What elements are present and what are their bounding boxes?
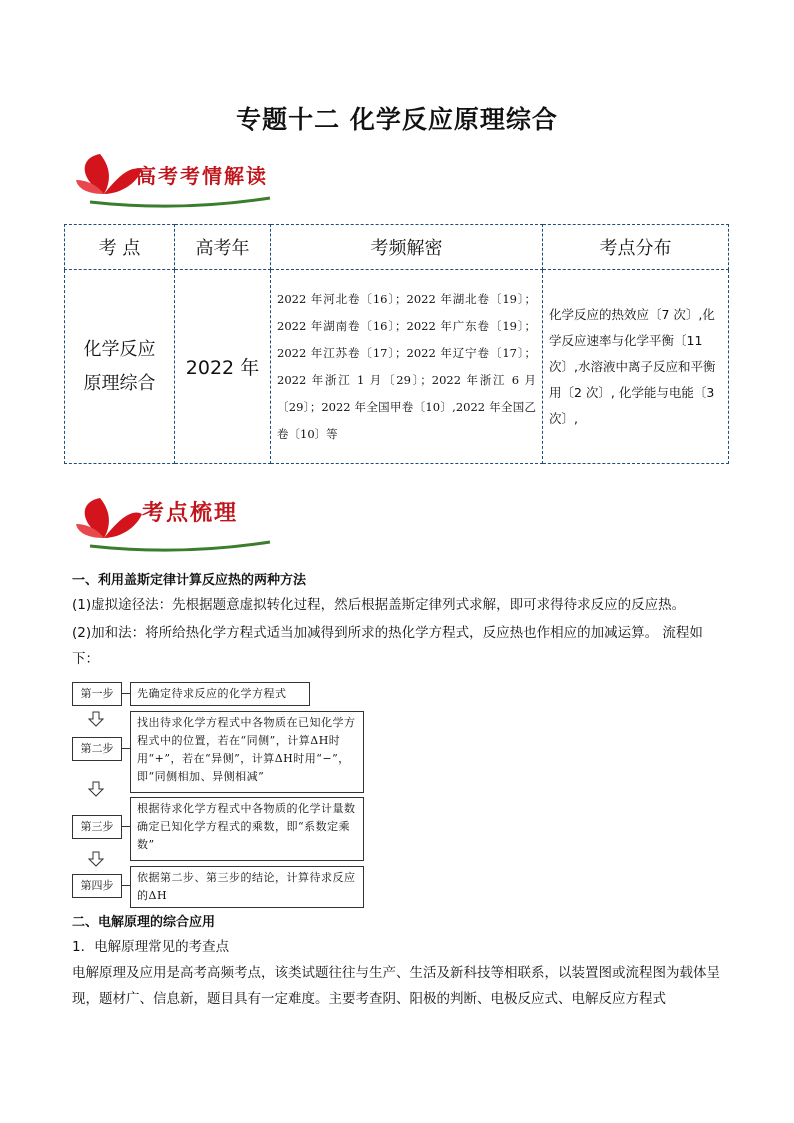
step-box-4: 依据第二步、第三步的结论，计算待求反应的ΔH xyxy=(130,866,364,908)
topic-line2: 原理综合 xyxy=(83,372,156,394)
connector-line xyxy=(122,693,130,694)
header-topic: 考 点 xyxy=(65,225,175,270)
cell-distribution: 化学反应的热效应〔7 次〕,化学反应速率与化学平衡〔11 次〕,水溶液中离子反应和平衡用〔2 次〕, 化学能与电能〔3 次〕, xyxy=(543,270,729,464)
banner-title: 考点梳理 xyxy=(142,500,239,526)
cell-frequency: 2022 年河北卷〔16〕；2022 年湖北卷〔19〕；2022 年湖南卷〔16〕；2022 年广东卷〔19〕；2022 年江苏卷〔17〕；2022 年辽宁卷〔17〕；2022 年浙江 1 月〔29〕；2022 年浙江 6 月〔29〕；2022 年全国甲卷〔10〕,2022 年全国乙卷〔10〕等 xyxy=(271,270,543,464)
down-arrow-icon xyxy=(88,781,104,797)
step-box-2: 找出待求化学方程式中各物质在已知化学方程式中的位置，若在“同侧”，计算ΔH时用“+”，若在“异侧”，计算ΔH时用“−”，即“同侧相加、异侧相减” xyxy=(130,711,364,793)
section2-para: 电解原理及应用是高考高频考点，该类试题往往与生产、生活及新科技等相联系，以装置图或流程图为载体呈现，题材广、信息新，题目具有一定难度。主要考查阴、阳极的判断、电极反应式、电解反应方程式 xyxy=(72,965,720,1007)
step-label-4: 第四步 xyxy=(72,874,122,898)
connector-line xyxy=(122,885,130,886)
down-arrow-icon xyxy=(88,711,104,727)
section-banner-exam-analysis xyxy=(70,150,290,220)
connector-line xyxy=(122,826,130,827)
header-year: 高考年 xyxy=(175,225,271,270)
connector-line xyxy=(122,748,130,749)
topic-line1: 化学反应 xyxy=(83,338,156,360)
step-label-3: 第三步 xyxy=(72,815,122,839)
section1-para2: (2)加和法：将所给热化学方程式适当加减得到所求的热化学方程式，反应热也作相应的加减运算。 流程如下： xyxy=(72,625,703,667)
cell-year: 2022 年 xyxy=(175,270,271,464)
section1-para1: (1)虚拟途径法：先根据题意虚拟转化过程，然后根据盖斯定律列式求解，即可求得待求反应的反应热。 xyxy=(72,597,686,613)
step-label-2: 第二步 xyxy=(72,737,122,761)
table-header-row xyxy=(65,225,729,270)
section-banner-key-points xyxy=(70,488,290,558)
section2-heading: 二、电解原理的综合应用 xyxy=(72,915,216,930)
down-arrow-icon xyxy=(88,851,104,867)
step-label-1: 第一步 xyxy=(72,682,122,706)
section1-heading: 一、利用盖斯定律计算反应热的两种方法 xyxy=(72,573,307,588)
page-title: 专题十二 化学反应原理综合 xyxy=(236,105,558,134)
header-frequency: 考频解密 xyxy=(271,225,543,270)
section2-subheading: 1．电解原理常见的考查点 xyxy=(72,939,230,955)
step-box-1: 先确定待求反应的化学方程式 xyxy=(130,682,310,706)
cell-topic xyxy=(65,270,175,464)
step-box-3: 根据待求化学方程式中各物质的化学计量数确定已知化学方程式的乘数，即“系数定乘数” xyxy=(130,797,364,861)
header-distribution: 考点分布 xyxy=(543,225,729,270)
banner-title: 高考考情解读 xyxy=(136,164,268,188)
table-row xyxy=(65,270,729,464)
exam-frequency-table xyxy=(64,224,729,464)
